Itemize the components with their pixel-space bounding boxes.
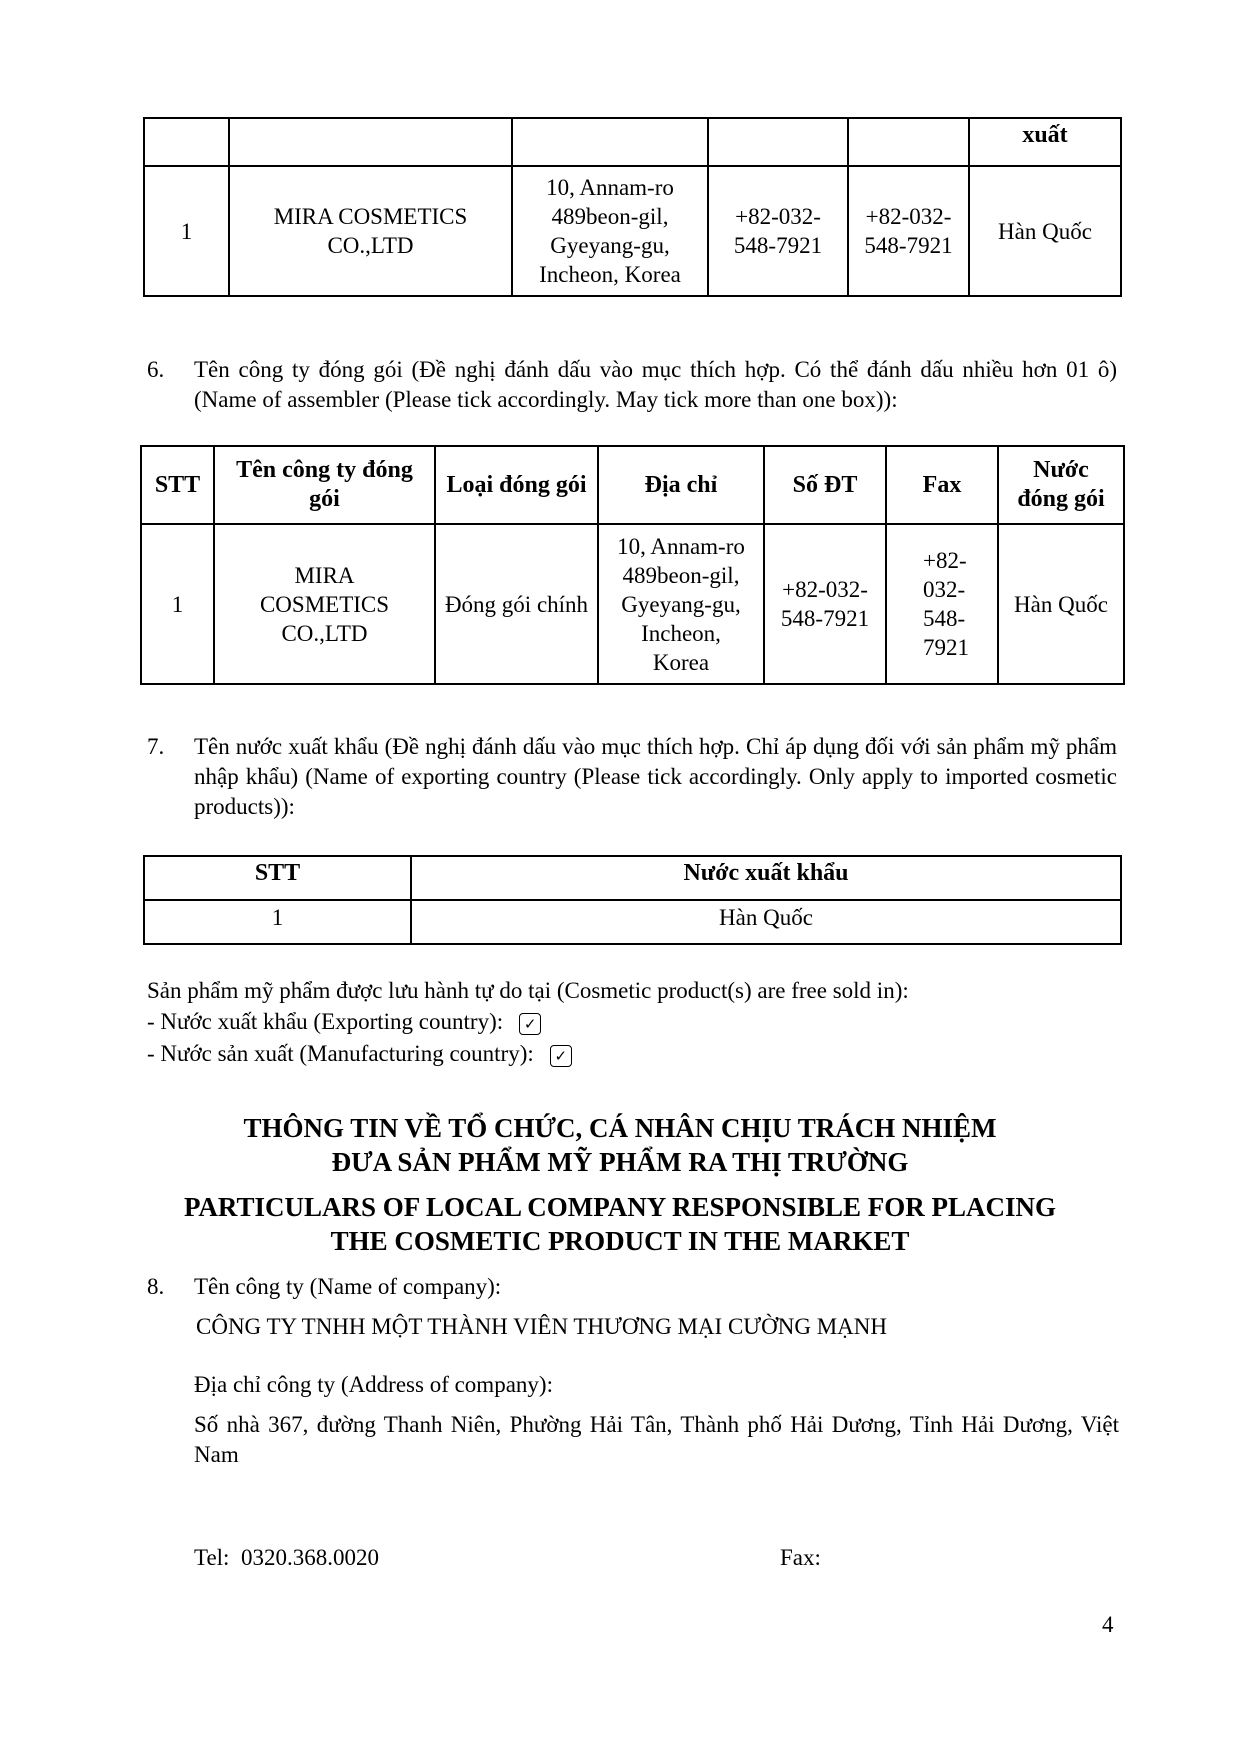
cell-address: 10, Annam-ro 489beon-gil, Gyeyang-gu, Incheon, Korea	[598, 524, 764, 684]
heading-line: ĐƯA SẢN PHẨM MỸ PHẨM RA THỊ TRƯỜNG	[331, 1147, 909, 1177]
table-header-row	[141, 446, 1124, 524]
cell-fax: +82-032-548-7921	[886, 524, 998, 684]
cell-phone: +82-032-548-7921	[708, 166, 848, 296]
exporting-country-checkbox[interactable]: ✓	[519, 1013, 541, 1035]
cell-company: MIRA COSMETICS CO.,LTD	[229, 166, 512, 296]
header-cell-country: xuất	[969, 118, 1121, 166]
header-stt: STT	[144, 856, 411, 900]
exporting-country-label: - Nước xuất khẩu (Exporting country):	[147, 1009, 504, 1034]
header-type: Loại đóng gói	[435, 446, 598, 524]
header-company: Tên công ty đóng gói	[214, 446, 435, 524]
free-sale-manufacturing	[147, 1039, 572, 1069]
cell-phone: +82-032-548-7921	[764, 524, 886, 684]
tel-label: Tel:	[194, 1545, 230, 1570]
cell-country: Hàn Quốc	[411, 900, 1121, 944]
company-address-label: Địa chỉ công ty (Address of company):	[194, 1372, 553, 1397]
cell-type: Đóng gói chính	[435, 524, 598, 684]
company-name-value: CÔNG TY TNHH MỘT THÀNH VIÊN THƯƠNG MẠI CƯỜNG MẠNH	[196, 1314, 887, 1339]
heading-english	[130, 1190, 1110, 1258]
section-6	[147, 355, 1117, 415]
cell-country: Hàn Quốc	[998, 524, 1124, 684]
table-row	[144, 166, 1121, 296]
company-tel	[194, 1543, 379, 1573]
manufacturing-country-checkbox[interactable]: ✓	[550, 1045, 572, 1067]
header-cell	[512, 118, 708, 166]
header-country: Nước xuất khẩu	[411, 856, 1121, 900]
tel-value: 0320.368.0020	[240, 1545, 379, 1570]
heading-line: PARTICULARS OF LOCAL COMPANY RESPONSIBLE FOR PLACING	[183, 1192, 1057, 1222]
section-8	[147, 1272, 1117, 1302]
manufacturer-table	[143, 117, 1122, 297]
cell-fax: +82-032-548-7921	[848, 166, 969, 296]
header-cell	[229, 118, 512, 166]
page-number: 4	[1102, 1612, 1114, 1637]
free-sale-exporting	[147, 1007, 541, 1037]
header-cell	[848, 118, 969, 166]
table-header-row	[144, 856, 1121, 900]
heading-line: THE COSMETIC PRODUCT IN THE MARKET	[330, 1226, 910, 1256]
header-country: Nước đóng gói	[998, 446, 1124, 524]
section-7	[147, 732, 1117, 822]
free-sale-intro: Sản phẩm mỹ phẩm được lưu hành tự do tại (Cosmetic product(s) are free sold in):	[147, 978, 909, 1003]
exporting-country-table	[143, 855, 1122, 945]
assembler-table	[140, 445, 1125, 685]
company-fax	[780, 1543, 821, 1573]
header-cell	[144, 118, 229, 166]
table-row	[144, 900, 1121, 944]
header-phone: Số ĐT	[764, 446, 886, 524]
header-address: Địa chỉ	[598, 446, 764, 524]
section-text: Tên công ty đóng gói (Đề nghị đánh dấu vào mục thích hợp. Có thể đánh dấu nhiều hơn 01 ô) (Name of assembler (Please tick accordingly. May tick more than one box)):	[194, 357, 1117, 412]
fax-label: Fax:	[780, 1545, 821, 1570]
manufacturing-country-label: - Nước sản xuất (Manufacturing country):	[147, 1041, 534, 1066]
heading-vietnamese	[130, 1111, 1110, 1179]
cell-company: MIRA COSMETICS CO.,LTD	[214, 524, 435, 684]
cell-country: Hàn Quốc	[969, 166, 1121, 296]
section-number: 8.	[147, 1274, 165, 1299]
section-text: Tên nước xuất khẩu (Đề nghị đánh dấu vào mục thích hợp. Chỉ áp dụng đối với sản phẩm mỹ phẩm nhập khẩu) (Name of exporting country (Please tick accordingly. Only apply to imported cosmetic products)):	[194, 734, 1117, 819]
company-name-label: Tên công ty (Name of company):	[194, 1274, 502, 1299]
header-cell	[708, 118, 848, 166]
heading-line: THÔNG TIN VỀ TỔ CHỨC, CÁ NHÂN CHỊU TRÁCH NHIỆM	[243, 1113, 997, 1143]
cell-stt: 1	[144, 166, 229, 296]
header-stt: STT	[141, 446, 214, 524]
section-number: 7.	[147, 734, 165, 759]
section-number: 6.	[147, 357, 165, 382]
cell-stt: 1	[141, 524, 214, 684]
header-fax: Fax	[886, 446, 998, 524]
table-row	[141, 524, 1124, 684]
company-address-value: Số nhà 367, đường Thanh Niên, Phường Hải Tân, Thành phố Hải Dương, Tỉnh Hải Dương, Việt Nam	[194, 1412, 1119, 1467]
table-header-row	[144, 118, 1121, 166]
cell-stt: 1	[144, 900, 411, 944]
cell-address: 10, Annam-ro 489beon-gil, Gyeyang-gu, Incheon, Korea	[512, 166, 708, 296]
